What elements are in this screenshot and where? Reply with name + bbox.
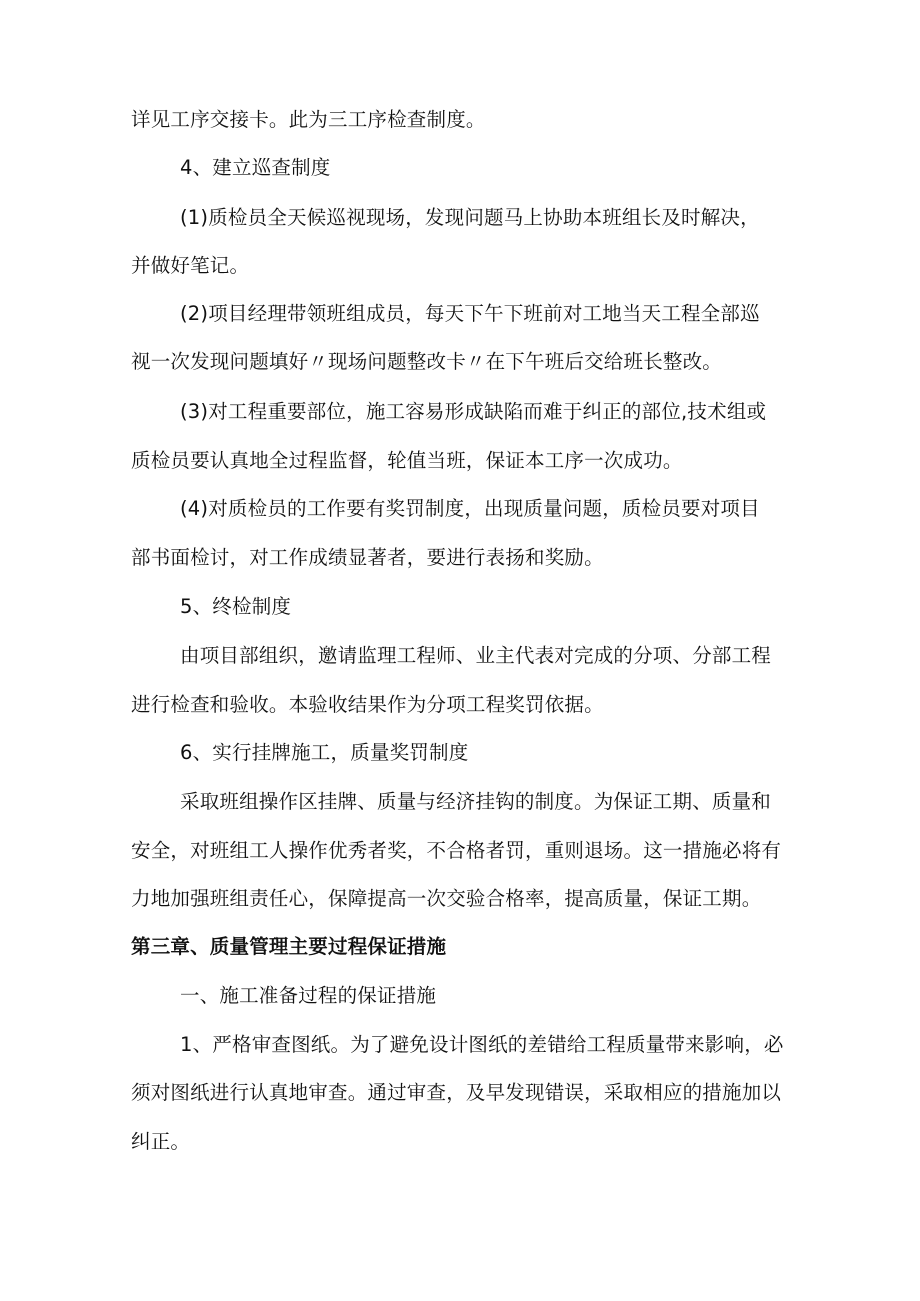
paragraph-line: 1、严格审查图纸。为了避免设计图纸的差错给工程质量带来影响，必 — [180, 1033, 784, 1056]
paragraph-line: 力地加强班组责任心，保障提高一次交验合格率，提高质量，保证工期。 — [131, 887, 762, 910]
paragraph-line: 并做好笔记。 — [131, 254, 250, 277]
paragraph-line: (4)对质检员的工作要有奖罚制度，出现质量问题，质检员要对项目 — [180, 497, 760, 520]
section-heading: 4、建立巡查制度 — [180, 156, 331, 179]
paragraph-line: 部书面检讨，对工作成绩显著者，要进行表扬和奖励。 — [131, 546, 604, 569]
paragraph-line: 由项目部组织，邀请监理工程师、业主代表对完成的分项、分部工程 — [180, 644, 772, 667]
section-heading: 6、实行挂牌施工，质量奖罚制度 — [180, 741, 469, 764]
paragraph-line: (1)质检员全天候巡视现场，发现问题马上协助本班组长及时解决， — [180, 206, 760, 229]
paragraph-line: 详见工序交接卡。此为三工序检查制度。 — [131, 108, 486, 131]
paragraph-line: 纠正。 — [131, 1130, 191, 1153]
paragraph-line: 质检员要认真地全过程监督，轮值当班，保证本工序一次成功。 — [131, 449, 683, 472]
paragraph-line: 须对图纸进行认真地审查。通过审查，及早发现错误，采取相应的措施加以 — [131, 1081, 782, 1104]
chapter-title: 第三章、质量管理主要过程保证措施 — [131, 935, 447, 958]
paragraph-line: 采取班组操作区挂牌、质量与经济挂钩的制度。为保证工期、质量和 — [180, 790, 772, 813]
paragraph-line: 视一次发现问题填好〃现场问题整改卡〃在下午班后交给班长整改。 — [131, 350, 723, 373]
section-heading: 5、终检制度 — [180, 595, 292, 618]
section-heading: 一、施工准备过程的保证措施 — [180, 984, 437, 1007]
paragraph-line: (3)对工程重要部位，施工容易形成缺陷而难于纠正的部位,技术组或 — [180, 400, 767, 423]
paragraph-line: (2)项目经理带领班组成员，每天下午下班前对工地当天工程全部巡 — [180, 302, 760, 325]
paragraph-line: 进行检查和验收。本验收结果作为分项工程奖罚依据。 — [131, 693, 604, 716]
paragraph-line: 安全，对班组工人操作优秀者奖，不合格者罚，重则退场。这一措施必将有 — [131, 839, 782, 862]
